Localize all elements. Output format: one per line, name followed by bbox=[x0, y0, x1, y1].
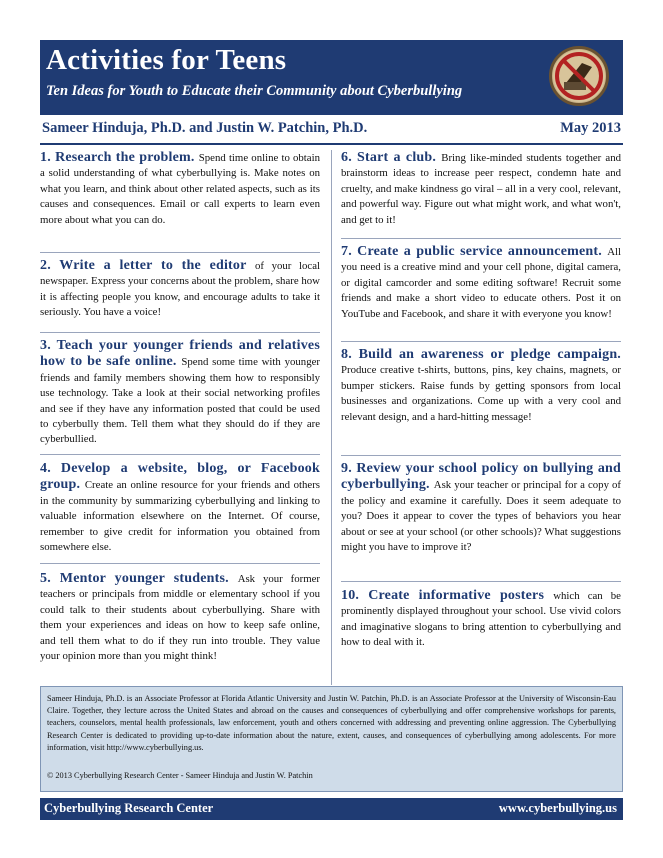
copyright-notice: © 2013 Cyberbullying Research Center - Sameer Hinduja and Justin W. Patchin bbox=[47, 771, 313, 780]
activity-item-2 bbox=[40, 258, 320, 321]
section-divider bbox=[40, 252, 320, 253]
activity-body: of your local newspaper. Express your concerns about the problem, share how it is affecting people you know, and encourage adults to take it seriously. You have a voice! bbox=[40, 260, 320, 319]
activity-body: Ask your former teachers or principals from middle or elementary school if you could talk to their students about cyberbullying. Share with them your experiences and ideas on how to keep safe online, and tell them what to do if they run into trouble. They value your opinion more than you might think! bbox=[40, 573, 320, 663]
activity-item-7 bbox=[341, 244, 621, 322]
activity-body: Create an online resource for your friends and others in the community by summarizing cyberbullying and linking to valuable information elsewhere on the Internet. Of course, remember to give credit for information you obtained from somewhere else. bbox=[40, 479, 320, 554]
publication-date: May 2013 bbox=[560, 120, 621, 136]
section-divider bbox=[341, 581, 621, 582]
activity-heading: 6. Start a club. bbox=[341, 150, 442, 165]
activity-body: Ask your teacher or principal for a copy of the policy and examine it carefully. Does it seem adequate to you? Does it appear to cover the types of behaviors you hear about or see at your school (or other schools)? What suggestions might you have to improve it? bbox=[341, 479, 621, 554]
activity-body: Bring like-minded students together and brainstorm ideas to increase peer respect, condemn hate and cruelty, and make kindness go viral – all in a very cool, relevant, and powerful way. Figure out what might work, and what won't, and get to it! bbox=[341, 152, 622, 226]
section-divider bbox=[341, 238, 621, 239]
header-banner bbox=[40, 40, 623, 115]
activity-heading: 1. Research the problem. bbox=[40, 150, 199, 165]
page-title: Activities for Teens bbox=[46, 44, 287, 76]
footer-website-link[interactable]: www.cyberbullying.us bbox=[498, 801, 617, 815]
authors: Sameer Hinduja, Ph.D. and Justin W. Patchin, Ph.D. bbox=[42, 120, 368, 136]
activity-heading: 9. Review your school policy on bullying and cyberbullying. bbox=[341, 461, 621, 493]
footer-bar bbox=[40, 798, 623, 820]
activity-heading: 5. Mentor younger students. bbox=[40, 571, 238, 586]
section-divider bbox=[341, 455, 621, 456]
section-divider bbox=[40, 563, 320, 564]
author-bio-text: Sameer Hinduja, Ph.D. is an Associate Professor at Florida Atlantic University and Justin W. Patchin, Ph.D. is an Associate Professor at the University of Wisconsin-Eau Claire. Together, they lecture across the United States and abroad on the causes and consequences of cyberbullying and offer comprehensive workshops for parents, teachers, counselors, mental health professionals, law enforcement, youth and others concerned with addressing and preventing online aggression. The Cyberbullying Research Center is dedicated to providing up-to-date information about the nature, extent, causes, and consequences of cyberbullying among adolescents. For more information, visit http://www.cyberbullying.us. bbox=[47, 694, 616, 752]
byline bbox=[40, 120, 623, 140]
activity-item-10 bbox=[341, 588, 621, 651]
section-divider bbox=[40, 332, 320, 333]
column-divider bbox=[331, 150, 332, 685]
activity-item-1 bbox=[40, 150, 320, 228]
activity-item-8 bbox=[341, 347, 621, 425]
page-subtitle: Ten Ideas for Youth to Educate their Community about Cyberbullying bbox=[46, 83, 463, 99]
activity-item-3 bbox=[40, 338, 320, 448]
activity-item-5 bbox=[40, 571, 320, 664]
activity-body: All you need is a creative mind and your cell phone, digital camera, or digital camcorder and some editing software! Recruit some friends and make a short video to educate others. Post it on YouTube and Facebook, and share it with everyone you know! bbox=[341, 246, 621, 320]
section-divider bbox=[341, 341, 621, 342]
activity-heading: 10. Create informative posters bbox=[341, 588, 554, 603]
activity-body: Produce creative t-shirts, buttons, pins, key chains, magnets, or bumper stickers. Raise funds by getting sponsors from local businesses and organizations. Come up with a very cool and relevant design, and a hard-hitting message! bbox=[341, 364, 621, 423]
activity-heading: 7. Create a public service announcement. bbox=[341, 244, 608, 259]
activity-item-4 bbox=[40, 461, 320, 555]
header-rule bbox=[40, 143, 623, 145]
activity-body: which can be prominently displayed throughout your school. Use vivid colors and imaginative slogans to bring attention to cyberbullying and how to deal with it. bbox=[341, 590, 621, 649]
activity-body: Spend some time with younger friends and family members showing them how to responsibly use technology. Take a look at their social networking profiles and see if they have any information posted that could be used to cyberbully them. Tell them what they should do if they are cyberbullied. bbox=[40, 356, 320, 446]
no-bullying-seal-icon bbox=[549, 46, 609, 106]
activity-heading: 2. Write a letter to the editor bbox=[40, 258, 255, 273]
activity-heading: 4. Develop a website, blog, or Facebook group. bbox=[40, 461, 320, 493]
activity-heading: 8. Build an awareness or pledge campaign. bbox=[341, 347, 621, 362]
section-divider bbox=[40, 454, 320, 455]
activity-body: Spend time online to obtain a solid understanding of what cyberbullying is. Make notes on what you learn, and think about other related aspects, such as its causes and consequences. Email or call experts to learn even more about what you can do. bbox=[40, 152, 320, 226]
activity-item-9 bbox=[341, 461, 621, 555]
activity-item-6 bbox=[341, 150, 621, 228]
footer-org-name: Cyberbullying Research Center bbox=[44, 801, 214, 815]
author-bio-box bbox=[40, 686, 623, 792]
activity-heading: 3. Teach your younger friends and relatives how to be safe online. bbox=[40, 338, 320, 370]
